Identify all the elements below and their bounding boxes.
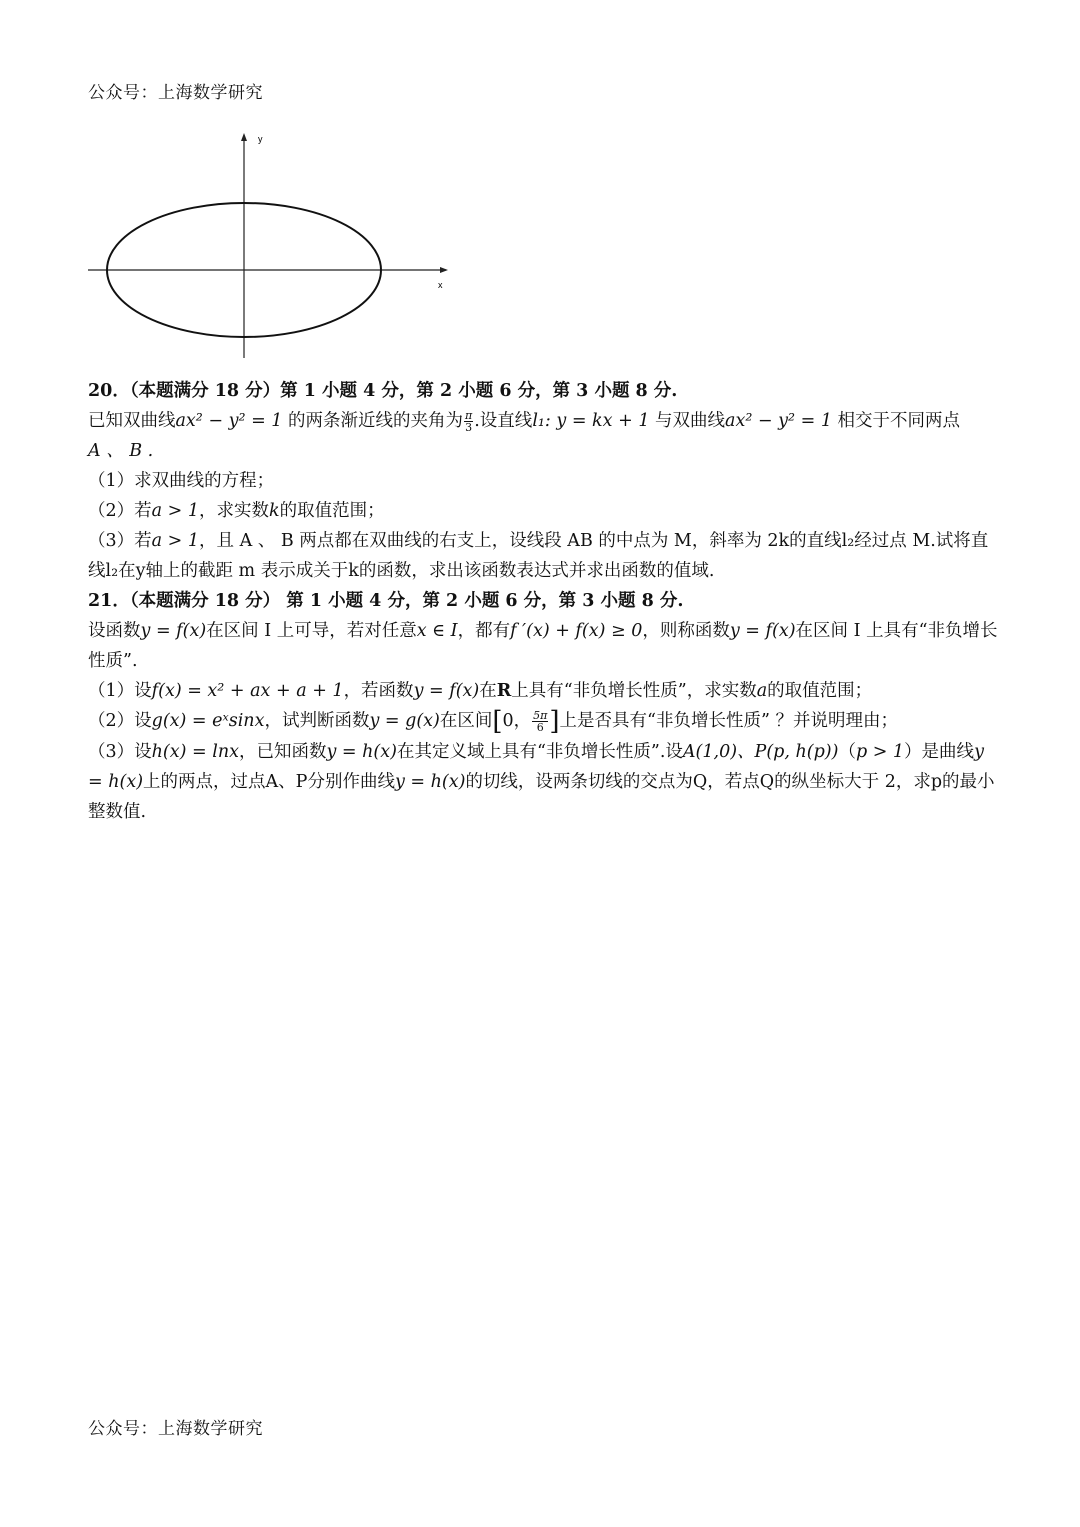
q21-title: 21．（本题满分 18 分） 第 1 小题 4 分，第 2 小题 6 分，第 3 小题 8 分.: [88, 591, 684, 611]
q20-p2-b: ，求实数: [199, 501, 269, 521]
q21-p1-d: 上具有“非负增长性质”，求实数: [511, 681, 757, 701]
q21-p3-curve2: y = h(x): [394, 771, 466, 792]
q21-p2-y: y = g(x): [369, 711, 440, 731]
q21-p1-f: f(x) = x² + ax + a + 1: [151, 681, 344, 701]
q21-p2-left-bracket: [: [492, 706, 503, 737]
q21-p1-c: 在: [479, 681, 497, 701]
y-axis-label: y: [258, 134, 263, 144]
q21-part2: [88, 706, 998, 737]
q21-p3-a: （3）设: [88, 741, 152, 762]
q21-p1-b: ，若函数: [343, 681, 414, 701]
q21-stem-c: ，都有: [457, 621, 511, 641]
q21-p3-b: ，已知函数: [238, 741, 327, 762]
q20-pi: π: [465, 409, 473, 422]
q21-p1-e: 的取值范围；: [767, 681, 873, 701]
q21-p2-right-bracket: ]: [549, 706, 560, 737]
q21-f1: y = f(x): [140, 621, 207, 641]
y-axis-arrow: [241, 133, 247, 141]
q21-p3-c: 在其定义域上具有“非负增长性质”.设: [396, 741, 683, 762]
q21-p3-curve: y = h(x): [88, 741, 984, 792]
q21-part3: [88, 737, 998, 827]
q20-p3-b: ，且 A 、 B 两点都在双曲线的右支上，设线段 AB 的中点为 M，斜率为 2k的直线l₂经过点 M.试将直线l₂在y轴上的截距 m 表示成关于k的函数，求出该函数表达式并求出函数的值域.: [88, 531, 989, 581]
q21-p1-y: y = f(x): [413, 681, 480, 701]
q21-p1-a-var: a: [756, 681, 768, 701]
q20-three: 3: [465, 421, 473, 434]
q21-xi: x ∈ I: [416, 621, 458, 641]
x-axis-label: x: [438, 280, 443, 290]
q21-stem-a: 设函数: [88, 621, 141, 641]
q20-stem-a: 已知双曲线: [88, 411, 176, 431]
q20-part1: （1）求双曲线的方程；: [88, 471, 275, 491]
q20-stem-f: A 、 B .: [88, 441, 154, 461]
q20-stem-e: 相交于不同两点: [831, 411, 961, 431]
x-axis-arrow: [440, 267, 448, 273]
q21-p2-zero: 0，: [502, 711, 532, 731]
q21-stem-e: 在区间 I 上具有“非负增长性质”.: [88, 621, 998, 671]
q20-line-eq: l₁: y = kx + 1: [532, 411, 650, 431]
q20-p2-c: 的取值范围；: [279, 501, 385, 521]
q21-p2-fraction: [532, 710, 548, 733]
q20-angle-fraction: [464, 410, 473, 433]
q21-p3-g: 的切线，设两条切线的交点为Q，若点Q的纵坐标大于 2，求p的最小整数值.: [88, 771, 995, 822]
q21-p3-pts: A(1,0)、P(p, h(p)): [682, 741, 839, 762]
q21-p2-b: ，试判断函数: [264, 711, 370, 731]
q21-p3-y: y = h(x): [326, 741, 397, 762]
q21-p3-d: （: [838, 741, 856, 762]
q20-p2-a: （2）若: [88, 501, 152, 521]
q21-p1-R: R: [496, 681, 512, 701]
q20-p2-k: k: [269, 501, 280, 521]
q21-ineq: f ′(x) + f(x) ≥ 0: [510, 621, 643, 641]
q20-p3-a: （3）若: [88, 531, 152, 551]
q21-p3-cond: p > 1: [855, 741, 905, 762]
q20-eq2: ax² − y² = 1: [725, 411, 832, 431]
q21-stem-d: ，则称函数: [642, 621, 730, 641]
q20-part3: [88, 526, 998, 586]
q21-p1-a: （1）设: [88, 681, 152, 701]
q20-part2: [88, 496, 998, 526]
q21-stem: [88, 616, 998, 676]
page-footer: 公众号：上海数学研究: [88, 1419, 263, 1439]
q21-p3-f: 上的两点，过点A、P分别作曲线: [143, 771, 395, 792]
page-header: 公众号：上海数学研究: [88, 83, 263, 103]
q21-f2: y = f(x): [729, 621, 796, 641]
q21-stem-b: 在区间 I 上可导，若对任意: [206, 621, 417, 641]
questions: [88, 376, 998, 827]
q20-stem-b: 的两条渐近线的夹角为: [282, 411, 463, 431]
q21-p2-num: 5π: [533, 709, 548, 722]
q21-p2-a: （2）设: [88, 711, 152, 731]
q21-p3-e: ）是曲线: [904, 741, 975, 762]
q21-p2-den: 6: [536, 721, 544, 734]
q21-p2-d: 上是否具有“非负增长性质” ？并说明理由；: [559, 711, 899, 731]
q21-part1: [88, 676, 998, 706]
ellipse-figure: [86, 130, 456, 362]
q20-stem-d: 与双曲线: [649, 411, 726, 431]
q20-stem-c: .设直线: [474, 411, 533, 431]
q20-p2-cond: a > 1: [151, 501, 199, 521]
q21-p2-c: 在区间: [439, 711, 493, 731]
q20-eq1: ax² − y² = 1: [175, 411, 283, 431]
q21-p3-h: h(x) = lnx: [151, 741, 239, 762]
q20-p3-cond: a > 1: [151, 531, 199, 551]
q21-p2-g: g(x) = eˣsinx: [151, 711, 265, 731]
q20-stem: [88, 406, 998, 466]
q20-title: 20．（本题满分 18 分）第 1 小题 4 分，第 2 小题 6 分，第 3 小题 8 分.: [88, 381, 678, 401]
